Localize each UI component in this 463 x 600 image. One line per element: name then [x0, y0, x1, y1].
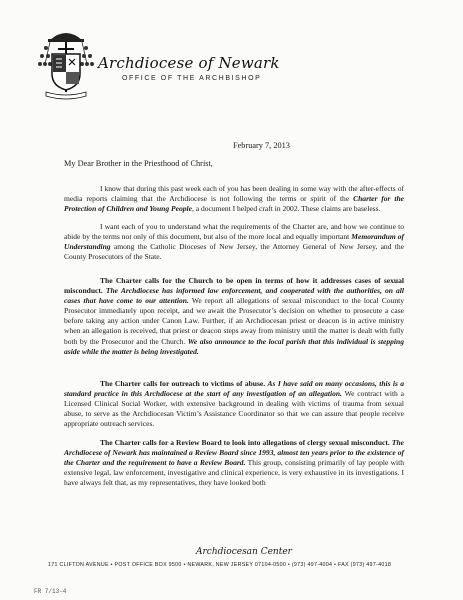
paragraph-3-body: We report all allegations of sexual misconduct to the local County Prosecutor immediately upon receipt, and we await the Prosecutor’s decision on whether to prosecute a case before taking any action under Canon Law. Further, if an Archdiocesan priest or deacon is in active ministry when an allegation is received, that priest or deacon steps away from ministry until the matter is dealt with fully both by the Prosecutor and the Church. — [64, 296, 404, 346]
paragraph-1-end: , a document I helped craft in 2002. These claims are baseless. — [191, 204, 381, 214]
paragraph-5-body: This group, consisting primarily of lay people with extensive legal, law enforcement, investigative and clinical experience, is very exhaustive in its investigations. I have always felt that, as my representatives, they have looked both — [64, 458, 404, 488]
paragraph-3-lead: The Charter calls for the Church to be open in terms of how it addresses cases of sexual misconduct. — [64, 276, 404, 296]
coat-of-arms-icon — [36, 26, 96, 102]
letterhead-title: Archdiocese of Newark — [98, 54, 280, 72]
memorandum-title: Memorandum of Understanding — [64, 232, 404, 252]
paragraph-1-text: I know that during this past week each of you has been dealing in some way with the after-effects of media reports claiming that the Archdiocese is not following the terms or spirit of the — [64, 184, 404, 204]
paragraph-3-emphasis: The Archdiocese has informed law enforcement, and cooperated with the authorities, on all cases that have come to our attention. — [64, 286, 405, 306]
paragraph-2 — [64, 222, 404, 262]
paragraph-2-text: I want each of you to understand what the requirements of the Charter are, and how we continue to abide by the terms not only of this document, but also of the more local and equally important — [64, 222, 404, 242]
paragraph-3-emphasis-2: We also announce to the local parish that this individual is stepping aside while the matter is being investigated. — [64, 336, 404, 356]
paragraph-3 — [64, 276, 404, 357]
salutation: My Dear Brother in the Priesthood of Christ, — [64, 159, 213, 168]
paragraph-1 — [64, 184, 404, 214]
footer-title: Archdiocesan Center — [196, 547, 292, 557]
letter-date: February 7, 2013 — [233, 141, 290, 150]
charter-title: Charter for the Protection of Children and Young People — [64, 194, 405, 214]
paragraph-4-lead: The Charter calls for outreach to victims of abuse. — [100, 379, 266, 388]
paragraph-5-lead: The Charter calls for a Review Board to look into allegations of clergy sexual misconduct. — [100, 438, 390, 447]
page-mark: FR 7/13-4 — [34, 588, 67, 595]
paragraph-4-emphasis: As I have said on many occasions, this is a standard practice in this Archdiocese at the start of any investigation of an allegation. — [64, 379, 405, 399]
paragraph-2-end: among the Catholic Dioceses of New Jersey, the Attorney General of New Jersey, and the County Prosecutors of the State. — [64, 242, 404, 262]
paragraph-4-body: We contract with a Licensed Clinical Social Worker, with extensive background in dealing with victims of trauma from sexual abuse, to serve as the Archdiocesan Victim’s Assistance Coordinator so that we can assure that people receive appropriate outreach services. — [64, 389, 404, 429]
paragraph-5-emphasis: The Archdiocese of Newark has maintained a Review Board since 1993, almost ten years prior to the existence of the Charter and the requirement to have a Review Board. — [64, 438, 405, 468]
paragraph-4 — [64, 379, 404, 429]
footer-address: 171 CLIFTON AVENUE • POST OFFICE BOX 9500 • NEWARK, NEW JERSEY 07104-0500 • (973) 497-4004 • FAX (973) 497-4018 — [48, 562, 392, 568]
letterhead-subtitle: OFFICE OF THE ARCHBISHOP — [122, 75, 262, 82]
paragraph-5 — [64, 438, 404, 488]
